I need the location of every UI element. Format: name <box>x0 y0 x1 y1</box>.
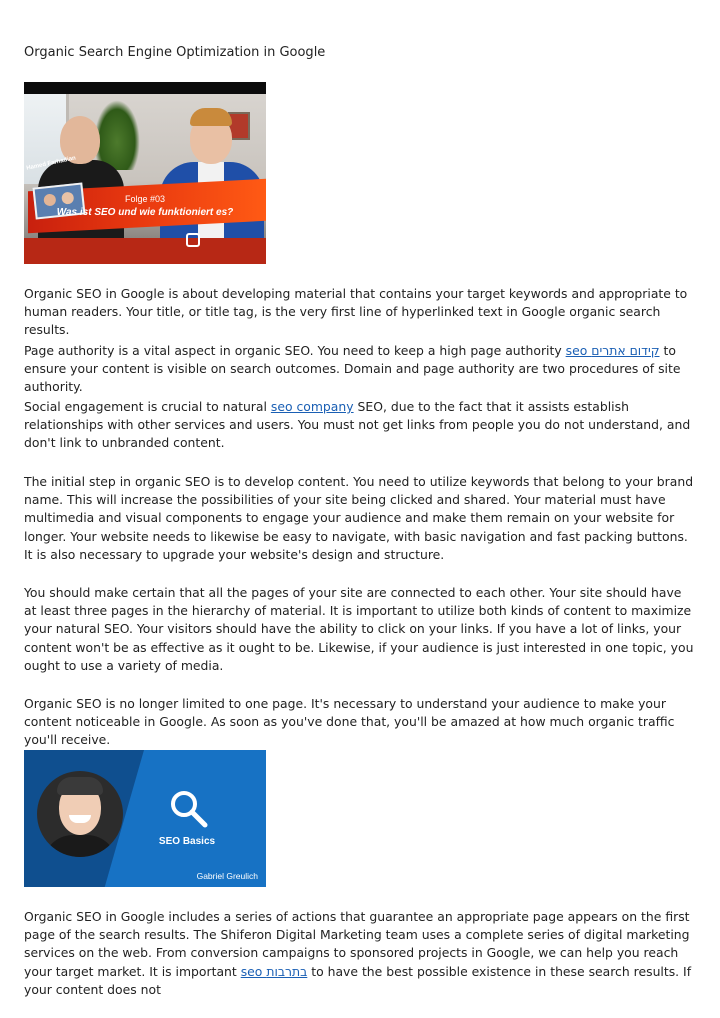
video-thumbnail[interactable] <box>24 82 266 264</box>
paragraph-3-text-b: SEO, due to the fact that it assists establish relationships with other services and users. You must not get links from people you do not understand, and don't link to unbranded content. <box>24 399 691 451</box>
paragraph-6: Organic SEO is no longer limited to one page. It's necessary to understand your audience to make your content noticeable in Google. As soon as you've done that, you'll be amazed at how much organic traffic you'll receive. <box>24 696 675 748</box>
seo-culture-link[interactable]: seo בתרבות <box>240 963 308 979</box>
paragraph-2-text-a: Page authority is a vital aspect in organic SEO. You need to keep a high page authority <box>24 343 566 358</box>
paragraph-2 <box>24 342 696 397</box>
seo-basics-thumbnail[interactable] <box>24 750 266 887</box>
page-title: Organic Search Engine Optimization in Google <box>24 45 326 60</box>
paragraph-1: Organic SEO in Google is about developing material that contains your target keywords and appropriate to human readers. Your title, or title tag, is the very first line of hyperlinked text in Google organic search results. <box>24 286 688 338</box>
seo-thumb-author: Gabriel Greulich <box>196 871 258 881</box>
video-episode: Folge #03 <box>124 194 166 204</box>
seo-thumb-label: SEO Basics <box>158 836 216 847</box>
search-icon <box>168 788 210 830</box>
seo-company-link[interactable]: seo company <box>270 399 354 414</box>
instagram-icon <box>186 233 200 247</box>
paragraph-7-text-b: to have the best possible existence in these search results. If your content does not <box>24 963 692 997</box>
paragraph-3 <box>24 398 696 453</box>
video-name-tag: Hamed Farhadian <box>25 155 77 172</box>
avatar <box>37 771 123 857</box>
paragraph-3-text-a: Social engagement is crucial to natural <box>24 399 271 414</box>
paragraph-4: The initial step in organic SEO is to develop content. You need to utilize keywords that belong to your brand name. This will increase the possibilities of your site being clicked and shared. Your material must have multimedia and visual components to engage your audience and make them remain on your website for longer. Your website needs to likewise be easy to navigate, with basic navigation and fast packing buttons. It is also necessary to upgrade your website's design and structure. <box>24 474 694 562</box>
paragraph-7-text-a: Organic SEO in Google includes a series of actions that guarantee an appropriate page appears on the first page of the search results. The Shiferon Digital Marketing team uses a complete series of digital marketing services on the web. From conversion campaigns to sponsored projects in Google, we can help you reach your target market. It is important <box>24 909 690 979</box>
seo-hebrew-link[interactable]: seo קידום אתרים <box>565 343 660 358</box>
paragraph-7 <box>24 908 696 999</box>
paragraph-5: You should make certain that all the pages of your site are connected to each other. Your site should have at least three pages in the hierarchy of material. It is important to utilize both kinds of content to maximize your natural SEO. Your visitors should have the ability to click on your links. If you have a lot of links, your content won't be as effective as it ought to be. Likewise, if your audience is just interested in one topic, you ought to use a variety of media. <box>24 585 694 673</box>
paragraph-2-text-b: to ensure your content is visible on search outcomes. Domain and page authority are two procedures of site authority. <box>24 343 681 395</box>
video-bottom-bar <box>24 238 266 264</box>
video-headline: Was ist SEO und wie funktioniert es? <box>56 207 234 218</box>
